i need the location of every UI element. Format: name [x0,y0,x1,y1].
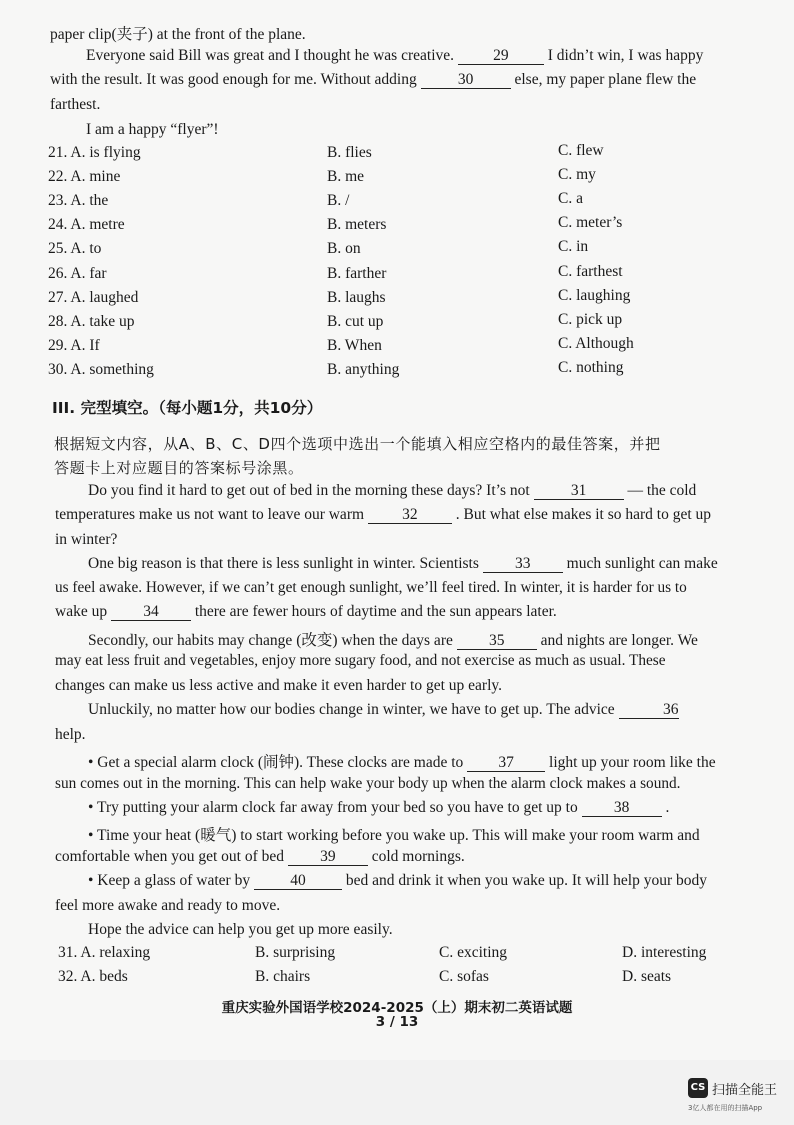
text: temperatures make us not want to leave our warm [55,506,365,523]
passage-line [55,579,687,597]
text: paper clip(夹子) at the front of the plane. [50,26,306,43]
text: I didn’t win, I was happy [547,47,704,64]
blank-32: 32 [368,507,452,524]
passage-line [55,531,117,549]
text-line [86,47,703,65]
passage-line [55,677,502,695]
option-b: B. laughs [327,288,386,306]
option-a: 23. A. the [48,192,109,210]
option-a: 26. A. far [48,264,107,282]
option-b: B. meters [327,216,387,234]
watermark-name: 扫描全能王 [712,1083,778,1098]
option-c: C. my [558,166,596,184]
blank-37: 37 [467,755,545,772]
text-line [86,121,219,139]
blank-39: 39 [288,849,368,866]
passage-line [88,872,707,890]
option-c: C. sofas [439,968,489,985]
text: Do you find it hard to get out of bed in the morning these days? It’s not [88,482,530,499]
option-a: 22. A. mine [48,168,121,186]
option-c: C. farthest [558,262,623,280]
option-c: C. Although [558,334,634,352]
instruction-line: 答题卡上对应题目的答案标号涂黑。 [54,459,304,477]
option-c: C. pick up [558,310,623,328]
text: Hope the advice can help you get up more easily. [88,921,393,938]
blank-33: 33 [483,556,563,573]
option-c: C. flew [558,142,604,159]
text: Everyone said Bill was great and I thought he was creative. [86,47,455,64]
text: wake up [55,603,108,620]
text: Secondly, our habits may change (改变) when the days are [88,632,453,649]
passage-line [55,775,680,793]
option-a: 28. A. take up [48,312,135,330]
blank-31: 31 [534,483,624,500]
text: . But what else makes it so hard to get up [455,506,712,523]
text: may eat less fruit and vegetables, enjoy more sugary food, and not exercise as much as usual. These [55,652,666,669]
text: with the result. It was good enough for me. Without adding [50,71,417,88]
option-b: B. anything [327,360,400,378]
passage-line [55,652,666,670]
passage-line [55,506,711,524]
text: • Time your heat (暖气) to start working before you wake up. This will make your room warm and [88,827,700,844]
option-a: 21. A. is flying [48,144,141,161]
text: much sunlight can make [566,555,718,572]
option-b: B. / [327,192,350,210]
text: there are fewer hours of daytime and the sun appears later. [194,603,557,620]
blank-40: 40 [254,873,342,890]
text: cold mornings. [371,848,465,865]
passage-line [88,482,696,500]
passage-line [55,848,465,866]
watermark-tagline: 3亿人都在用的扫描App [688,1104,763,1112]
option-b: B. farther [327,264,387,282]
option-b: B. flies [327,144,372,161]
option-c: C. a [558,190,583,208]
option-d: D. seats [622,968,672,985]
text: else, my paper plane flew the [514,71,697,88]
text: sun comes out in the morning. This can help wake your body up when the alarm clock makes a sound. [55,775,681,792]
blank-35: 35 [457,633,537,650]
text: • Get a special alarm clock (闹钟). These clocks are made to [88,754,464,771]
text: farthest. [50,96,101,113]
option-d: D. interesting [622,944,707,961]
option-c: C. meter’s [558,214,623,232]
blank-36: 36 [619,702,679,719]
option-c: C. exciting [439,944,508,961]
option-a: 32. A. beds [58,968,128,985]
option-b: B. on [327,240,361,258]
text: Unluckily, no matter how our bodies change in winter, we have to get up. The advice [88,701,615,718]
blank-34: 34 [111,604,191,621]
page-number: 3 / 13 [375,1014,419,1030]
text: changes can make us less active and make it even harder to get up early. [55,677,503,694]
text: • Try putting your alarm clock far away from your bed so you have to get up to [88,799,578,816]
text-line [50,71,696,89]
text: comfortable when you get out of bed [55,848,284,865]
text: and nights are longer. We [540,632,698,649]
text: One big reason is that there is less sunlight in winter. Scientists [88,555,479,572]
blank-38: 38 [582,800,662,817]
option-b: B. When [327,336,382,354]
passage-line [88,921,393,939]
passage-line [55,897,280,915]
blank-29: 29 [458,48,544,65]
text: light up your room like the [549,754,716,771]
blank-30: 30 [421,72,511,89]
text: . [665,799,670,816]
option-a: 29. A. If [48,336,100,354]
option-a: 31. A. relaxing [58,944,151,961]
passage-line [88,799,669,817]
option-b: B. cut up [327,312,384,330]
option-c: C. nothing [558,358,624,376]
passage-line [88,701,679,719]
section-heading: III. 完型填空。（每小题1分，共10分） [52,399,323,417]
option-a: 27. A. laughed [48,288,139,306]
option-b: B. me [327,168,365,186]
text-line [50,96,100,114]
option-a: 25. A. to [48,240,102,258]
camscanner-icon: CS [688,1078,708,1098]
passage-line [88,628,698,650]
option-c: C. laughing [558,286,631,304]
passage-line [88,823,700,845]
passage-line [55,726,86,744]
text: feel more awake and ready to move. [55,897,281,914]
text: us feel awake. However, if we can’t get enough sunlight, we’ll feel tired. In winter, it is harder for us to [55,579,687,596]
text: bed and drink it when you wake up. It will help your body [345,872,708,889]
text: help. [55,726,86,743]
text: I am a happy “flyer”! [86,121,219,138]
text: in winter? [55,531,118,548]
passage-line [55,603,557,621]
text: • Keep a glass of water by [88,872,251,889]
text: — the cold [627,482,697,499]
passage-line [88,750,716,772]
footer-title: 重庆实验外国语学校2024-2025（上）期末初二英语试题 [221,1000,573,1016]
option-b: B. chairs [255,968,311,985]
instruction-line: 根据短文内容，从A、B、C、D四个选项中选出一个能填入相应空格内的最佳答案，并把 [54,435,661,453]
text-line [50,22,306,44]
option-c: C. in [558,238,589,256]
option-a: 30. A. something [48,360,154,378]
option-a: 24. A. metre [48,216,125,234]
passage-line [88,555,718,573]
option-b: B. surprising [255,944,336,961]
